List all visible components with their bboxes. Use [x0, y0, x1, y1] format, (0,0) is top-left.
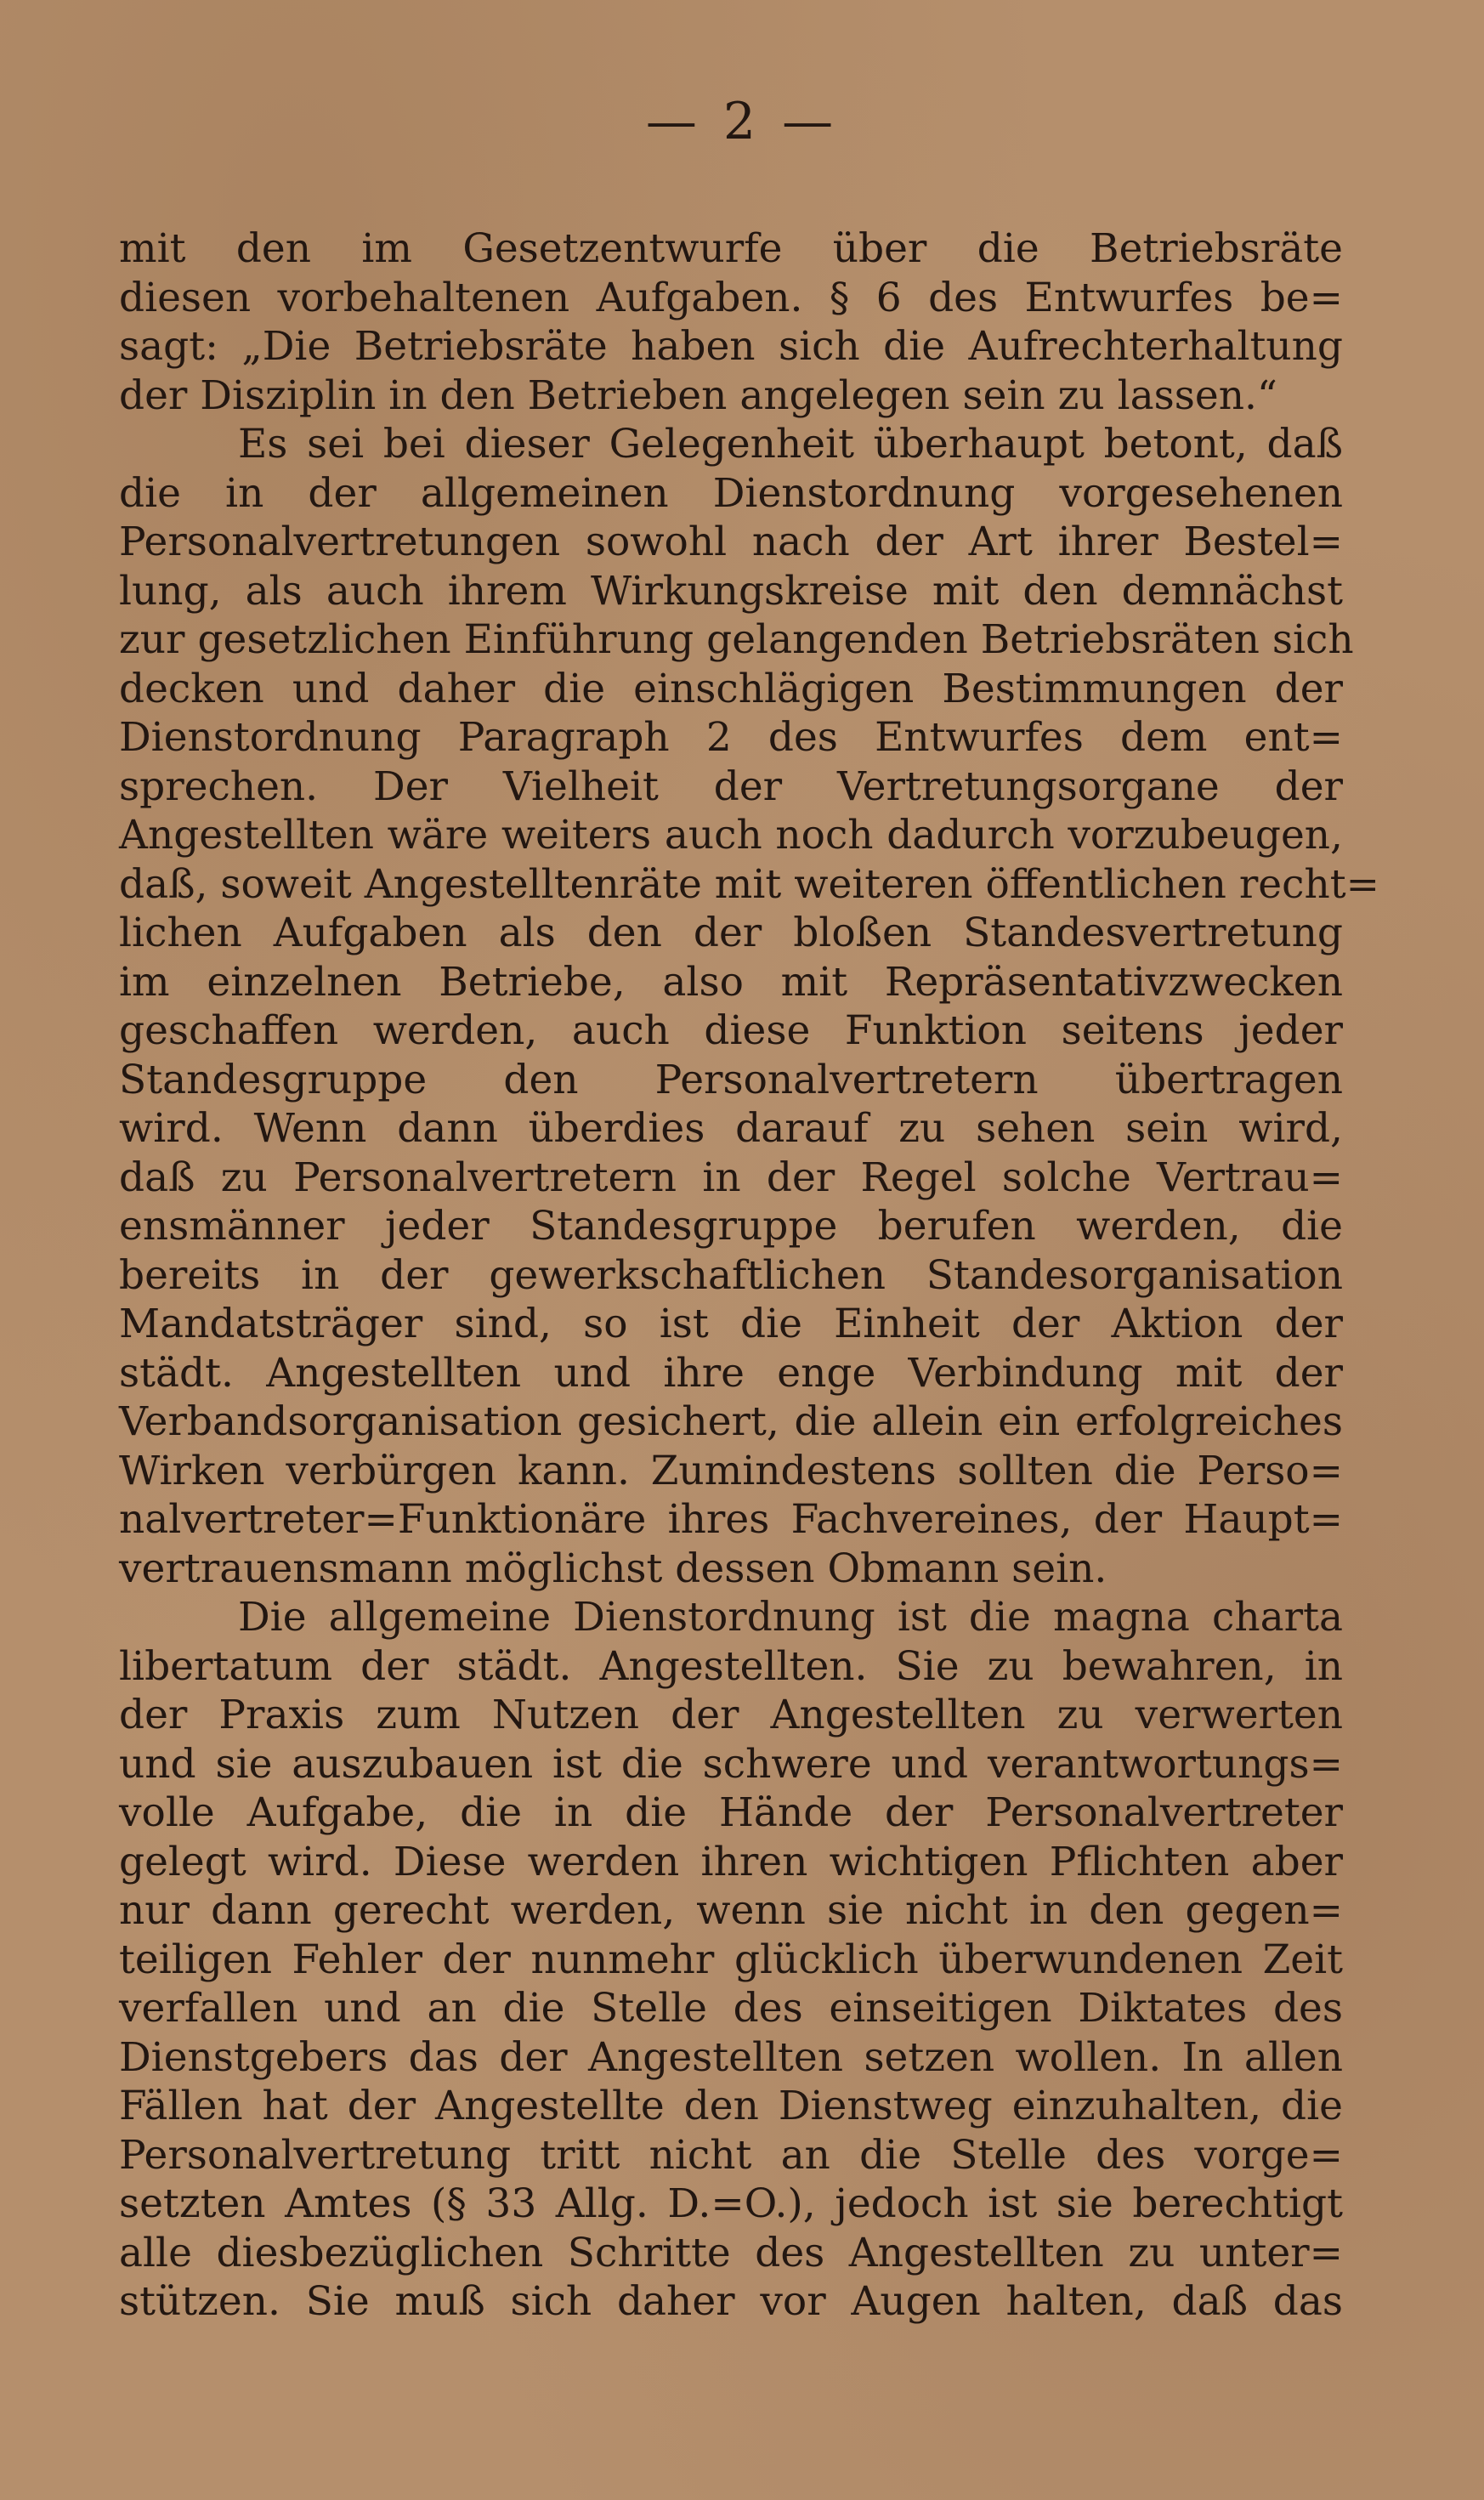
text-line: städt. Angestellten und ihre enge Verbindung mit der: [119, 1349, 1343, 1397]
text-line: Personalvertretung tritt nicht an die Stelle des vorge=: [119, 2131, 1343, 2179]
paragraph-start-line: Die allgemeine Dienstordnung ist die magna charta: [238, 1594, 1343, 1641]
text-line: zur gesetzlichen Einführung gelangenden Betriebsräten sich: [119, 616, 1354, 663]
text-line: sprechen. Der Vielheit der Vertretungsorgane der: [119, 762, 1343, 810]
text-line: lichen Aufgaben als den der bloßen Standesvertretung: [119, 910, 1343, 956]
text-line: mit den im Gesetzentwurfe über die Betriebsräte: [119, 225, 1343, 272]
text-line: volle Aufgabe, die in die Hände der Personalvertreter: [119, 1789, 1343, 1836]
text-line: geschaffen werden, auch diese Funktion seitens jeder: [119, 1007, 1343, 1054]
text-line: Personalvertretungen sowohl nach der Art ihrer Bestel=: [119, 519, 1343, 565]
text-line: libertatum der städt. Angestellten. Sie zu bewahren, in: [119, 1642, 1343, 1690]
text-line: wird. Wenn dann überdies darauf zu sehen sein wird,: [119, 1105, 1343, 1152]
text-line: nalvertreter=Funktionäre ihres Fachvereines, der Haupt=: [119, 1496, 1343, 1543]
text-line: alle diesbezüglichen Schritte des Angestellten zu unter=: [119, 2229, 1343, 2276]
text-line: sagt: „Die Betriebsräte haben sich die Aufrechterhaltung: [119, 323, 1343, 370]
text-line: der Praxis zum Nutzen der Angestellten zu verwerten: [119, 1692, 1343, 1738]
text-line: im einzelnen Betriebe, also mit Repräsentativzwecken: [119, 958, 1343, 1006]
text-line: Fällen hat der Angestellte den Dienstweg einzuhalten, die: [119, 2083, 1343, 2129]
text-line: daß zu Personalvertretern in der Regel solche Vertrau=: [119, 1154, 1343, 1201]
text-line: vertrauensmann möglichst dessen Obmann sein.: [119, 1545, 1107, 1592]
text-line: die in der allgemeinen Dienstordnung vorgesehenen: [119, 469, 1343, 517]
text-line: teiligen Fehler der nunmehr glücklich überwundenen Zeit: [119, 1936, 1343, 1983]
text-line: Dienstordnung Paragraph 2 des Entwurfes dem ent=: [119, 714, 1343, 761]
text-line: Verbandsorganisation gesichert, die allein ein erfolgreiches: [119, 1398, 1343, 1445]
text-line: lung, als auch ihrem Wirkungskreise mit den demnächst: [119, 567, 1343, 615]
text-line: bereits in der gewerkschaftlichen Standesorganisation: [119, 1251, 1343, 1299]
text-line: Angestellten wäre weiters auch noch dadurch vorzubeugen,: [119, 812, 1343, 859]
text-line: Standesgruppe den Personalvertretern übertragen: [119, 1056, 1343, 1103]
page-number: — 2 —: [645, 92, 839, 151]
text-line: setzten Amtes (§ 33 Allg. D.=O.), jedoch ist sie berechtigt: [119, 2180, 1343, 2227]
text-line: und sie auszubauen ist die schwere und verantwortungs=: [119, 1740, 1343, 1788]
paragraph-start-line: Es sei bei dieser Gelegenheit überhaupt betont, daß: [238, 421, 1343, 468]
text-line: Mandatsträger sind, so ist die Einheit der Aktion der: [119, 1301, 1343, 1347]
text-line: ensmänner jeder Standesgruppe berufen werden, die: [119, 1203, 1343, 1250]
text-line: decken und daher die einschlägigen Bestimmungen der: [119, 665, 1343, 712]
text-line: nur dann gerecht werden, wenn sie nicht in den gegen=: [119, 1887, 1343, 1934]
text-line: Dienstgebers das der Angestellten setzen wollen. In allen: [119, 2033, 1343, 2081]
text-line: der Disziplin in den Betrieben angelegen sein zu lassen.“: [119, 371, 1277, 419]
text-line: verfallen und an die Stelle des einseitigen Diktates des: [119, 1985, 1343, 2032]
body-text: [119, 224, 1379, 2327]
text-line: diesen vorbehaltenen Aufgaben. § 6 des Entwurfes be=: [119, 274, 1343, 321]
text-line: Wirken verbürgen kann. Zumindestens sollten die Perso=: [119, 1447, 1343, 1494]
text-line: stützen. Sie muß sich daher vor Augen halten, daß das: [119, 2278, 1343, 2325]
text-line: daß, soweit Angestelltenräte mit weiteren öffentlichen recht=: [119, 860, 1379, 908]
text-line: gelegt wird. Diese werden ihren wichtigen Pflichten aber: [119, 1838, 1343, 1885]
